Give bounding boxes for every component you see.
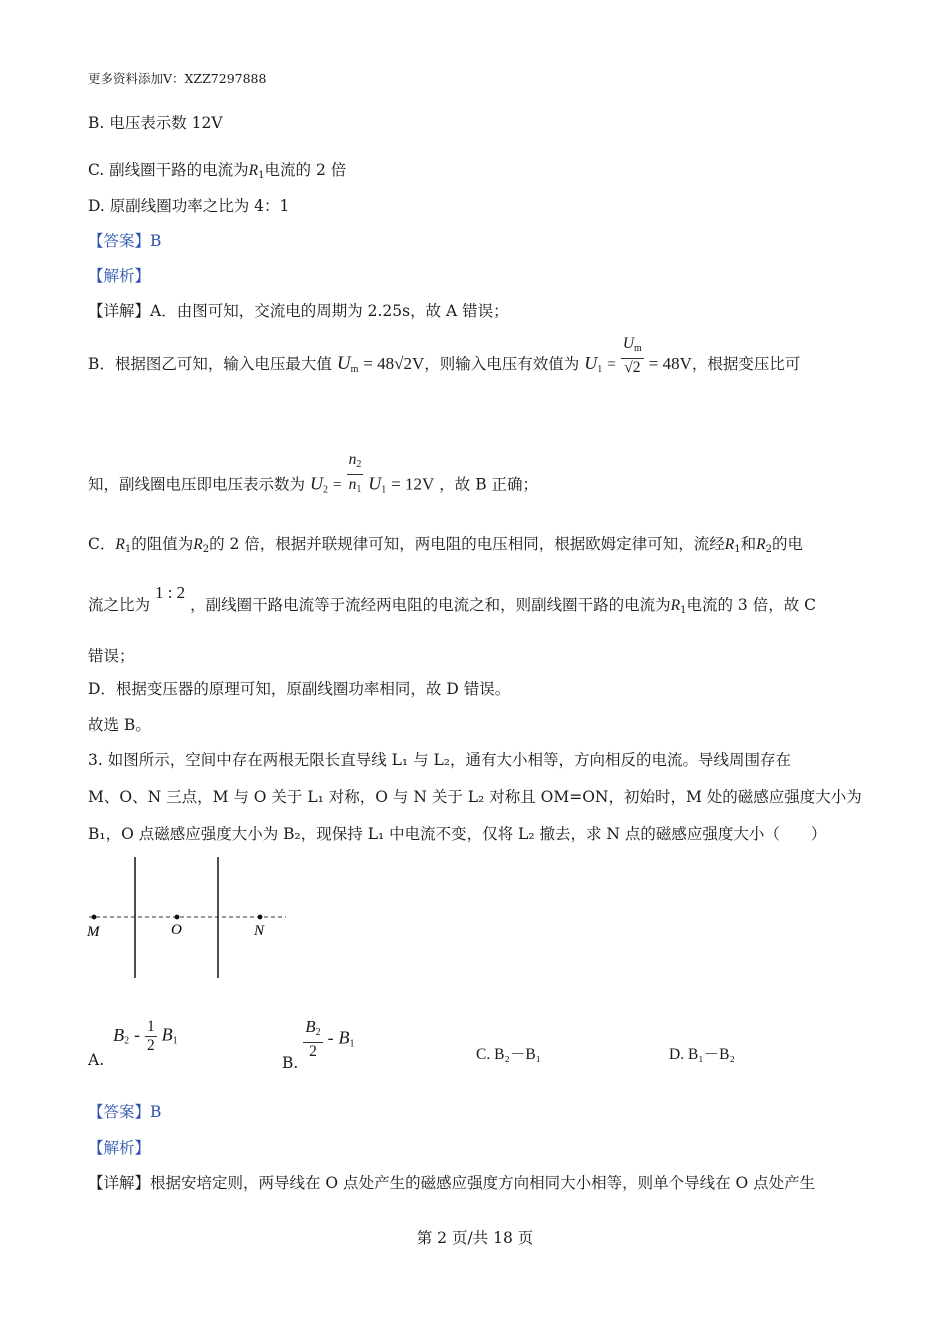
label-n: N bbox=[254, 923, 265, 939]
detail-c-line2: 流之比为 1 : 2 ，副线圈干路电流等于流经两电阻的电流之和，则副线圈干路的电流为$R_1$电流的 3 倍，故 C bbox=[88, 583, 816, 616]
analysis-label: 【解析】 bbox=[88, 267, 151, 285]
label-o: O bbox=[171, 922, 182, 938]
label-m: M bbox=[87, 924, 100, 940]
q3-line3: B₁，O 点磁感应强度大小为 B₂，现保持 L₁ 中电流不变，仅将 L₂ 撤去，求 N 点的磁感应强度大小（ ） bbox=[88, 825, 827, 843]
option-a: A. $B_2$ - $\frac{1}{2}$ $B_1$ bbox=[88, 1018, 178, 1069]
um-over-sqrt2: $\frac{U_m}{√2}$ bbox=[622, 334, 642, 376]
q3-line1: 3. 如图所示，空间中存在两根无限长直导线 L₁ 与 L₂，通有大小相等，方向相反的电流。导线周围存在 bbox=[88, 751, 792, 769]
q3-answer-label: 【答案】B bbox=[88, 1103, 162, 1121]
detail-a: 【详解】A．由图可知，交流电的周期为 2.25s，故 A 错误； bbox=[88, 302, 509, 320]
wire-figure bbox=[84, 856, 294, 981]
page-footer: 第 2 页/共 18 页 bbox=[416, 1229, 534, 1247]
option-d: D. B₁－B₂ bbox=[669, 1046, 735, 1063]
detail-b-line2: 知，副线圈电压即电压表示数为 $U_2$ = $\frac{n_2}{n_1}$ $U_1 = 12V$ ，故 B 正确； bbox=[88, 472, 538, 502]
point-n bbox=[258, 915, 263, 920]
header-note: 更多资料添加V：XZZ7297888 bbox=[88, 71, 267, 86]
answer-label: 【答案】B bbox=[88, 232, 162, 250]
detail-b-line1: B．根据图乙可知，输入电压最大值 $U_m = 48√2V$，则输入电压有效值为 $U_1$ = $\frac{U_m}{√2}$ = 48V，根据变压比可 bbox=[88, 334, 801, 376]
q3-line2: M、O、N 三点，M 与 O 关于 L₁ 对称，O 与 N 关于 L₂ 对称且 OM=ON，初始时，M 处的磁感应强度大小为 bbox=[88, 788, 862, 806]
detail-c-line3: 错误； bbox=[88, 647, 135, 665]
q3-detail: 【详解】根据安培定则，两导线在 O 点处产生的磁感应强度方向相同大小相等，则单个导线在 O 点处产生 bbox=[88, 1174, 816, 1192]
n2-over-n1: $\frac{n_2}{n_1}$ bbox=[348, 451, 362, 495]
point-m bbox=[92, 915, 97, 920]
option-b-prev: B. 电压表示数 12V bbox=[88, 114, 223, 132]
option-b: B. $\frac{B_2}{2}$ - $B_1$ bbox=[282, 1017, 355, 1072]
option-c-prev: C. 副线圈干路的电流为$R_1$电流的 2 倍 bbox=[88, 161, 347, 181]
choose-b: 故选 B。 bbox=[88, 716, 151, 734]
point-o bbox=[175, 915, 180, 920]
option-d-prev: D. 原副线圈功率之比为 4：1 bbox=[88, 197, 290, 215]
detail-c-line1: C．$R_1$的阻值为$R_2$的 2 倍，根据并联规律可知，两电阻的电压相同，根据欧姆定律可知，流经$R_1$和$R_2$的电 bbox=[88, 535, 804, 555]
q3-analysis-label: 【解析】 bbox=[88, 1139, 151, 1157]
detail-d: D．根据变压器的原理可知，原副线圈功率相同，故 D 错误。 bbox=[88, 680, 511, 698]
option-c: C. B₂－B₁ bbox=[476, 1046, 542, 1063]
